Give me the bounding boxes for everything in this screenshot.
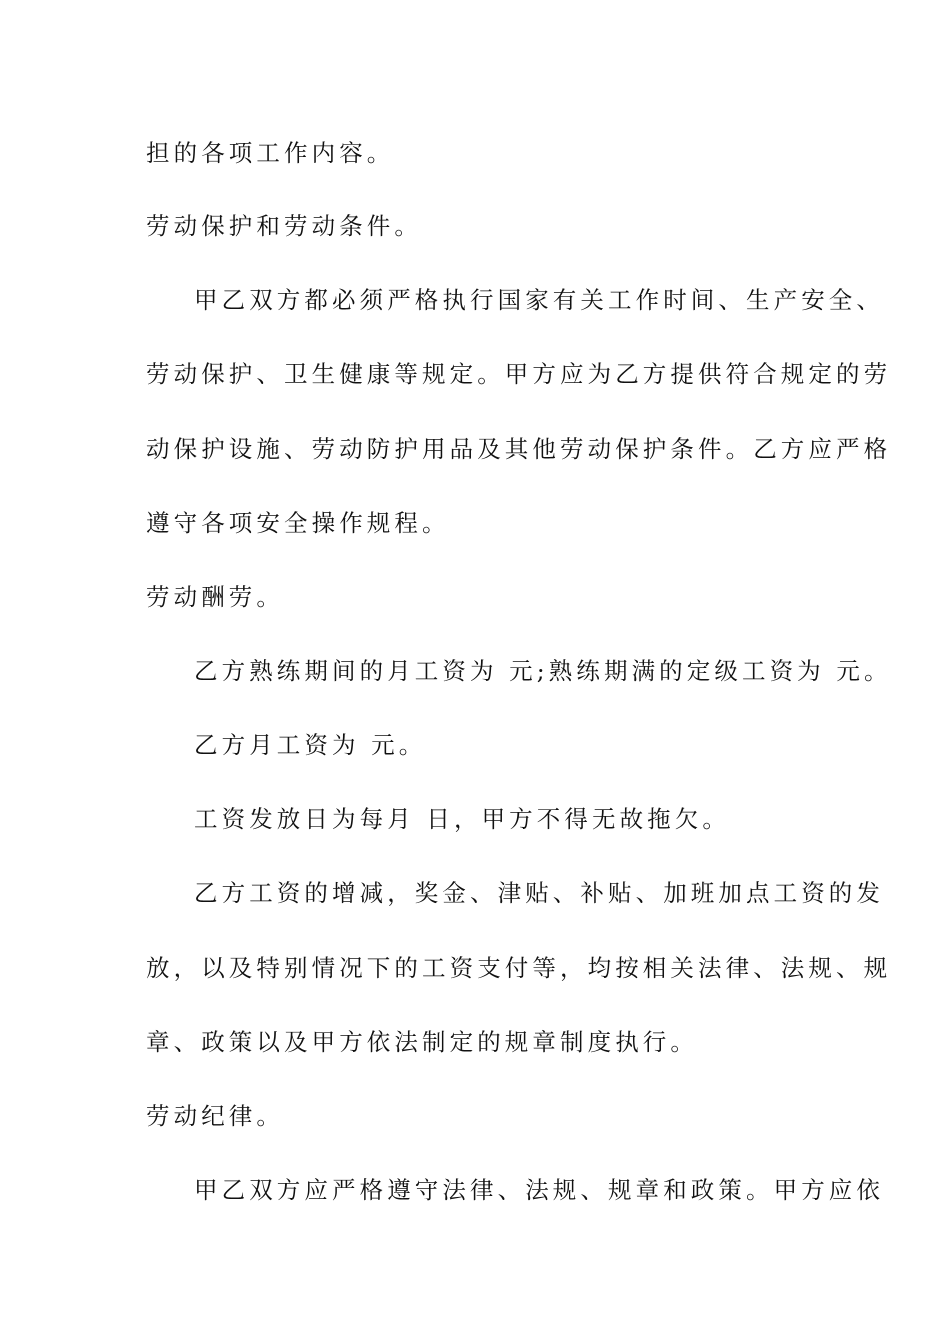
text-line: 放，以及特别情况下的工资支付等，均按相关法律、法规、规 — [146, 954, 892, 982]
text-line: 担的各项工作内容。 — [146, 139, 395, 167]
text-line: 遵守各项安全操作规程。 — [146, 509, 450, 537]
text-line: 工资发放日为每月 日，甲方不得无故拖欠。 — [194, 805, 730, 833]
section-heading-labor-protection: 劳动保护和劳动条件。 — [146, 212, 422, 240]
text-line: 劳动保护、卫生健康等规定。甲方应为乙方提供符合规定的劳 — [146, 360, 892, 388]
section-heading-remuneration: 劳动酬劳。 — [146, 583, 284, 611]
text-line: 动保护设施、劳动防护用品及其他劳动保护条件。乙方应严格 — [146, 435, 892, 463]
text-line: 乙方熟练期间的月工资为 元;熟练期满的定级工资为 元。 — [194, 657, 892, 685]
text-line: 乙方工资的增减，奖金、津贴、补贴、加班加点工资的发 — [194, 879, 884, 907]
text-line: 甲乙双方都必须严格执行国家有关工作时间、生产安全、 — [194, 286, 884, 314]
text-line: 乙方月工资为 元。 — [194, 731, 427, 759]
text-line: 甲乙双方应严格遵守法律、法规、规章和政策。甲方应依 — [194, 1176, 884, 1204]
section-heading-labor-discipline: 劳动纪律。 — [146, 1102, 284, 1130]
text-line: 章、政策以及甲方依法制定的规章制度执行。 — [146, 1028, 698, 1056]
